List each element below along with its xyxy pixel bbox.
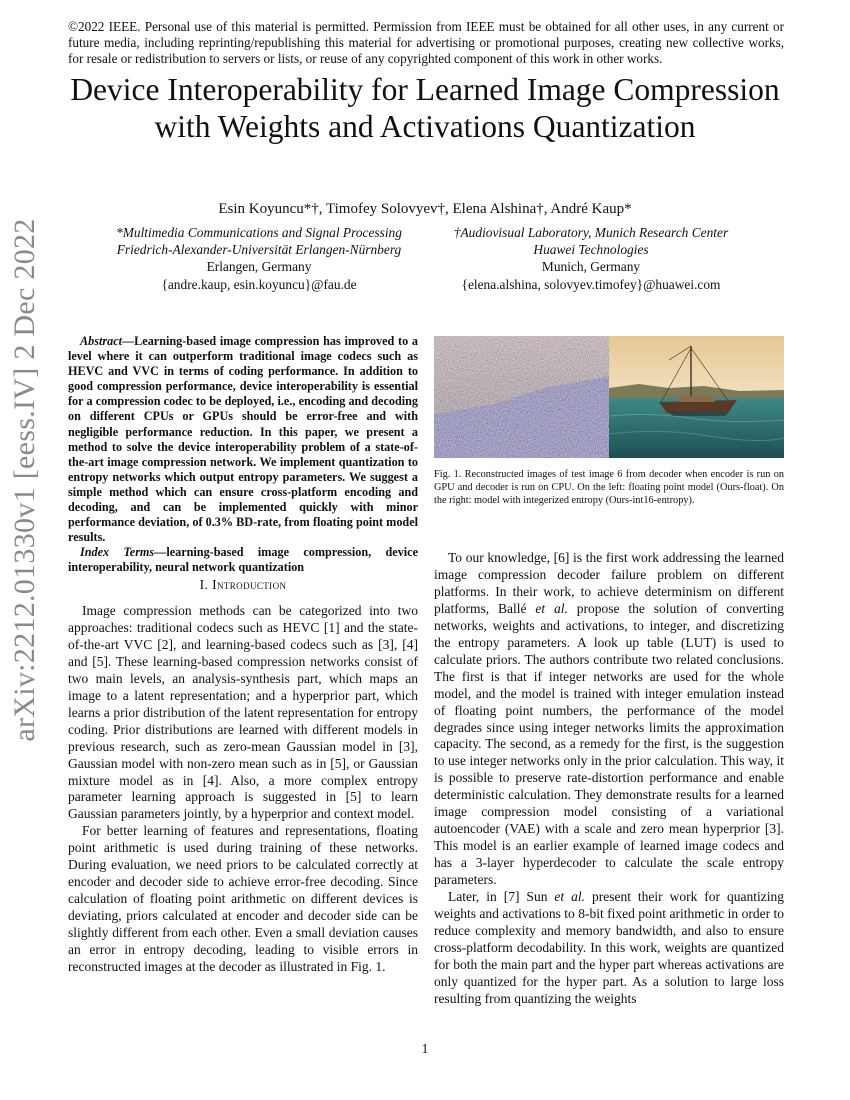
abstract: [68, 334, 418, 576]
paragraph-text: To our knowledge, [6] is the first work addressing the learned image compression decoder failure problem on different platforms. In their work, to achieve determinism on different platforms, Ballé: [434, 550, 784, 616]
affiliation-email: {elena.alshina, solovyev.timofey}@huawei.com: [461, 276, 721, 292]
affiliation-line: Huawei Technologies: [533, 242, 649, 258]
paragraph-text: propose the solution of converting networks, weights and activations, to integer, and discretizing the entropy parameters. A look up table (LUT) is used to calculate priors. The authors contribute two related conclusions. The first is that if integer networks are used for the whole model, and the model is trained with integer emulation instead of floating point numbers, the performance of the model degrades since using integer networks limits the approximation capacity. The second, as a remedy for the first, is the suggestion to use integer networks only in the prior calculation. This way, it is possible to preserve rate-distortion performance and enable deterministic calculation. They demonstrate results for a learned image compression model consisting of a variational autoencoder (VAE) with a scale and zero mean hyperprior [3]. This model is an earlier example of learned image codecs and has a 3-layer hyperdecoder to calculate the scale entropy parameters.: [434, 600, 784, 888]
affiliation-fau: [94, 224, 424, 293]
et-al: et al.: [535, 600, 568, 616]
paragraph: [434, 550, 784, 889]
index-terms-text: —learning-based image compression, device interoperability, neural network quantization: [68, 545, 418, 575]
affiliation-line: Friedrich-Alexander-Universität Erlangen-Nürnberg: [116, 242, 402, 258]
affiliation-email: {andre.kaup, esin.koyuncu}@fau.de: [161, 276, 357, 292]
figure-caption: Fig. 1. Reconstructed images of test image 6 from decoder when encoder is run on GPU and decoder is run on CPU. On the left: floating point model (Ours-float). On the right: model with integerized entropy (Ours-int16-entropy).: [434, 469, 784, 506]
arxiv-stamp: arXiv:2212.01330v1 [eess.IV] 2 Dec 2022: [8, 218, 41, 742]
paper-title: Device Interoperability for Learned Image Compression with Weights and Activations Quantization: [70, 72, 780, 144]
et-al: et al.: [554, 889, 585, 905]
intro-body: [68, 603, 418, 976]
right-column-body: [434, 550, 784, 1008]
abstract-label: Abstract: [80, 334, 122, 348]
section-heading-introduction: [68, 577, 418, 593]
paragraph-text: present their work for quantizing weights and activations to 8-bit fixed point arithmetic in order to reduce complexity and memory bandwidth, and also to ensure cross-platform decodability. In this work, weights are quantized for both the main part and the hyper part whereas activations are only quantized for the hyper part. As a solution to large loss resulting from quantizing the weights: [434, 889, 784, 1006]
figure-image-float-corrupted: [434, 336, 609, 458]
paragraph: Image compression methods can be categorized into two approaches: traditional codecs such as HEVC [1] and the state-of-the-art VVC [2], and learning-based codecs such as [3], [4] and [5]. These learning-based compression networks consist of two main levels, an analysis-synthesis part, which maps an image to a latent representation; and a hyperprior part, which learns a prior distribution of the latent representation for entropy coding. Prior distributions are learned with different models in previous research, such as zero-mean Gaussian model in [3], Gaussian model with non-zero mean such as in [5], or Gaussian mixture model as in [4]. Also, a more complex entropy parameter learning approach is suggested in [5] to learn Gaussian parameters jointly, by a hyperprior and context model.: [68, 603, 418, 822]
boat-scene-image: [609, 336, 784, 458]
page-number: 1: [421, 1041, 429, 1056]
abstract-text: —Learning-based image compression has improved to a level where it can outperform traditional image codecs such as HEVC and VVC in terms of coding performance. In addition to good compression performance, device interoperability is essential for a compression codec to be deployed, i.e., encoding and decoding on different CPUs or GPUs should be error-free and with negligible performance reduction. In this paper, we present a method to solve the device interoperability problem of a state-of-the-art image compression network. We implement quantization to entropy networks which output entropy parameters. We suggest a simple method which can ensure cross-platform encoding and decoding, and can be implemented quickly with minor performance deviation, of 0.3% BD-rate, from floating point model results.: [68, 334, 418, 545]
paragraph-text: Later, in [7] Sun: [448, 889, 555, 905]
affiliation-line: †Audiovisual Laboratory, Munich Research Center: [453, 225, 729, 240]
paragraph: [434, 889, 784, 1008]
index-terms-label: Index Terms: [80, 545, 155, 560]
figure-image-int16-entropy: [609, 336, 784, 458]
section-title: Introduction: [212, 577, 287, 592]
section-numeral: I.: [199, 577, 213, 592]
affiliation-line: Erlangen, Germany: [206, 259, 312, 275]
copyright-notice: ©2022 IEEE. Personal use of this material is permitted. Permission from IEEE must be obtained for all other uses, in any current or future media, including reprinting/republishing this material for advertising or promotional purposes, creating new collective works, for resale or redistribution to servers or lists, or reuse of any copyrighted component of this work in other works.: [68, 19, 784, 66]
affiliation-line: *Multimedia Communications and Signal Processing: [116, 225, 402, 240]
affiliation-line: Munich, Germany: [541, 259, 641, 275]
paragraph: For better learning of features and representations, floating point arithmetic is used during training of these networks. During evaluation, we need priors to be calculated correctly at encoder and decoder side to achieve error-free decoding. Since calculation of floating point arithmetic on different devices is deviating, priors calculated at encoder and decoder side can be slightly different from each other. Even a small deviation causes an error in entropy decoding, leading to visible errors in reconstructed images at the decoder as illustrated in Fig. 1.: [68, 823, 418, 975]
affiliation-huawei: [426, 224, 756, 293]
figure-1: [434, 336, 784, 458]
author-list: Esin Koyuncu*†, Timofey Solovyev†, Elena Alshina†, André Kaup*: [218, 201, 632, 217]
noise-image: [434, 336, 609, 458]
